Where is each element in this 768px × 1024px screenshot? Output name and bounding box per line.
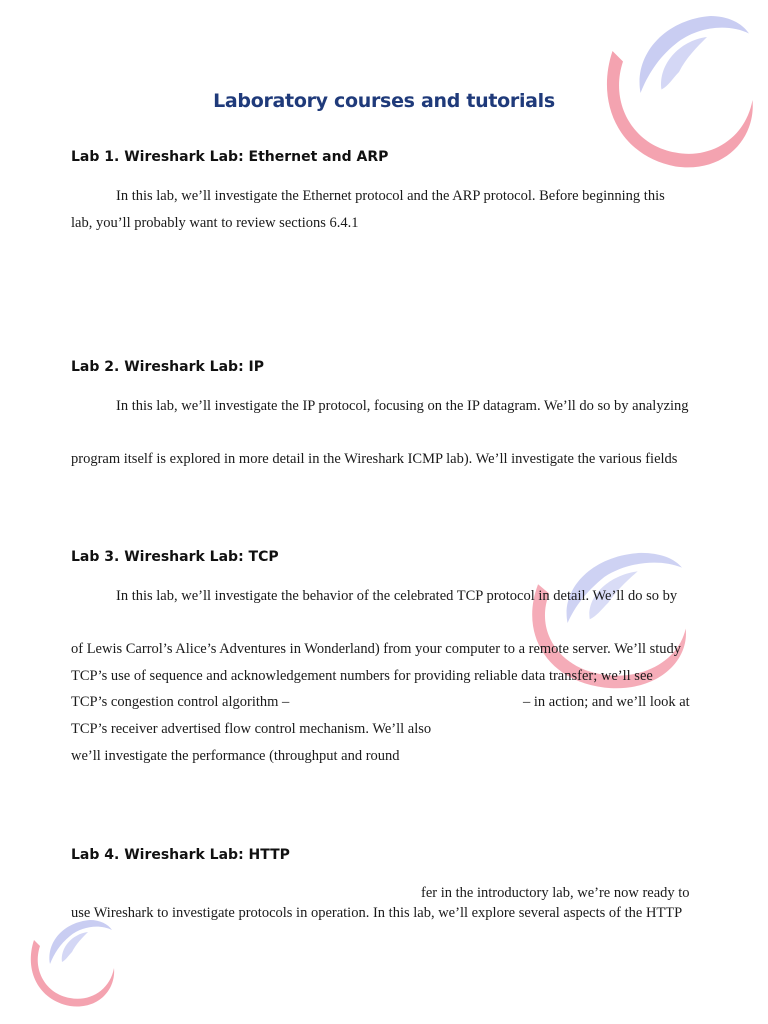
lab-text-line: In this lab, we’ll investigate the behavior of the celebrated TCP protocol in detail. We’ll do so by bbox=[116, 588, 678, 604]
lab-text-line: use Wireshark to investigate protocols in operation. In this lab, we’ll explore several aspects of the HTTP bbox=[71, 905, 683, 921]
lab-text-line: TCP’s use of sequence and acknowledgement numbers for providing reliable data transfer; we’ll see bbox=[71, 668, 653, 684]
lab-text-line: lab, you’ll probably want to review sections 6.4.1 bbox=[71, 215, 359, 231]
lab-text-line: we’ll investigate the performance (throughput and round bbox=[71, 748, 400, 764]
lab-text-line: In this lab, we’ll investigate the IP protocol, focusing on the IP datagram. We’ll do so by analyzing bbox=[116, 398, 689, 414]
lab-heading: Lab 3. Wireshark Lab: TCP bbox=[71, 549, 279, 565]
lab-heading: Lab 4. Wireshark Lab: HTTP bbox=[71, 847, 290, 863]
lab-text-line: TCP’s congestion control algorithm – bbox=[71, 694, 290, 710]
page-title: Laboratory courses and tutorials bbox=[213, 90, 555, 112]
lab-text-line: program itself is explored in more detail in the Wireshark ICMP lab). We’ll investigate the various fields bbox=[71, 451, 678, 467]
lab-text-line: of Lewis Carrol’s Alice’s Adventures in Wonderland) from your computer to a remote server. We’ll study bbox=[71, 641, 682, 657]
lab-heading: Lab 2. Wireshark Lab: IP bbox=[71, 359, 265, 375]
watermark-logo-icon bbox=[20, 912, 120, 1012]
lab-text-line: fer in the introductory lab, we’re now ready to bbox=[421, 885, 690, 901]
lab-text-line: TCP’s receiver advertised flow control mechanism. We’ll also bbox=[71, 721, 432, 737]
lab-text-line: – in action; and we’ll look at bbox=[523, 694, 690, 710]
lab-text-line: In this lab, we’ll investigate the Ethernet protocol and the ARP protocol. Before beginning this bbox=[116, 188, 665, 204]
lab-heading: Lab 1. Wireshark Lab: Ethernet and ARP bbox=[71, 149, 389, 165]
